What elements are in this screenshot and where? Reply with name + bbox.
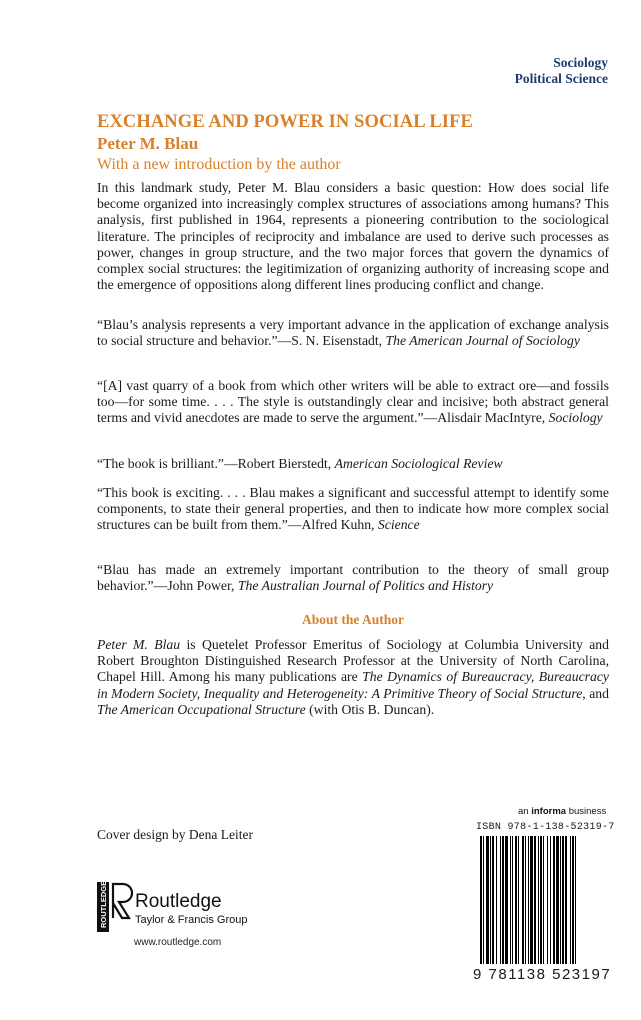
routledge-logo <box>97 880 267 940</box>
barcode <box>474 820 612 984</box>
book-author: Peter M. Blau <box>97 134 199 153</box>
review-4 <box>97 485 609 534</box>
about-author: Peter M. Blau is Quetelet Professor Emeritus of Sociology at Columbia University and Robert Broughton Distinguished Research Professor at the University of North Carolina, Chapel Hill. Among his many publications are The Dynamics of Bureaucracy, Bureaucracy in Modern Society, Inequality and Heterogeneity: A Primitive Theory of Social Structure, and The American Occupational Structure (with Otis B. Duncan). <box>97 637 609 717</box>
about-book-list: The Dynamics of Bureaucracy, Bureaucracy in Modern Society, Inequality and Heterogeneity: A Primitive Theory of Social Structure <box>97 669 609 701</box>
review-2 <box>97 378 609 427</box>
review-quote: “This book is exciting. . . . Blau makes a significant and successful attempt to identify some components, to state their general properties, and then to indicate how more complex social structures can be built from them.”—Alfred Kuhn, <box>97 485 609 533</box>
review-quote: “[A] vast quarry of a book from which other writers will be able to extract ore—and fossils too—for some time. . . . The style is outstandingly clear and incisive; both abstract general terms and vivid anecdotes are made to serve the argument.”—Alisdair MacIntyre, <box>97 378 609 426</box>
barcode-icon <box>474 820 612 984</box>
review-source: The Australian Journal of Politics and History <box>237 578 494 594</box>
informa-tagline: an informa business <box>518 806 607 817</box>
review-source: The American Journal of Sociology <box>385 333 580 349</box>
category-sociology: Sociology <box>553 55 608 70</box>
review-source: American Sociological Review <box>334 456 503 471</box>
category-political-science: Political Science <box>514 71 608 86</box>
book-subtitle: With a new introduction by the author <box>97 156 341 173</box>
book-title: EXCHANGE AND POWER IN SOCIAL LIFE <box>97 112 473 132</box>
cover-design-credit: Cover design by Dena Leiter <box>97 827 253 842</box>
review-source: Sociology <box>548 410 603 426</box>
logo-side-text: ROUTLEDGE <box>99 880 108 928</box>
review-5 <box>97 562 609 594</box>
review-source: Science <box>377 517 420 533</box>
description-text: In this landmark study, Peter M. Blau considers a basic question: How does social life become organized into increasingly complex structures of associations among humans? This analysis, first published in 1964, represents a pioneering contribution to the sociological literature. The principles of reciprocity and imbalance are used to derive such processes as power, changes in group structure, and the two major forces that govern the dynamics of complex social structures: the legitimization of organizing authority of increasing scope and the emergence of oppositions along different lines producing conflict and change. <box>97 180 609 293</box>
about-name: Peter M. Blau <box>97 637 181 652</box>
publisher-group: Taylor & Francis Group <box>135 914 248 926</box>
about-heading: About the Author <box>301 612 404 627</box>
isbn-text: ISBN 978-1-138-52319-7 <box>476 822 615 833</box>
publisher-url: www.routledge.com <box>134 937 222 948</box>
review-1 <box>97 317 609 349</box>
review-quote: “Blau’s analysis represents a very important advance in the application of exchange analysis to social structure and behavior.”—S. N. Eisenstadt, <box>97 317 609 349</box>
about-book-occupational: The American Occupational Structure <box>97 701 306 717</box>
review-3 <box>97 456 609 472</box>
routledge-logo-icon <box>97 880 267 940</box>
publisher-name: Routledge <box>135 891 222 912</box>
review-quote: “The book is brilliant.”—Robert Bierstedt, <box>97 456 335 471</box>
informa-brand: informa <box>531 806 567 817</box>
review-quote: “Blau has made an extremely important contribution to the theory of small group behavior.”—John Power, <box>97 562 609 594</box>
description <box>97 180 609 293</box>
barcode-number: 9 781138 523197 <box>473 966 612 983</box>
